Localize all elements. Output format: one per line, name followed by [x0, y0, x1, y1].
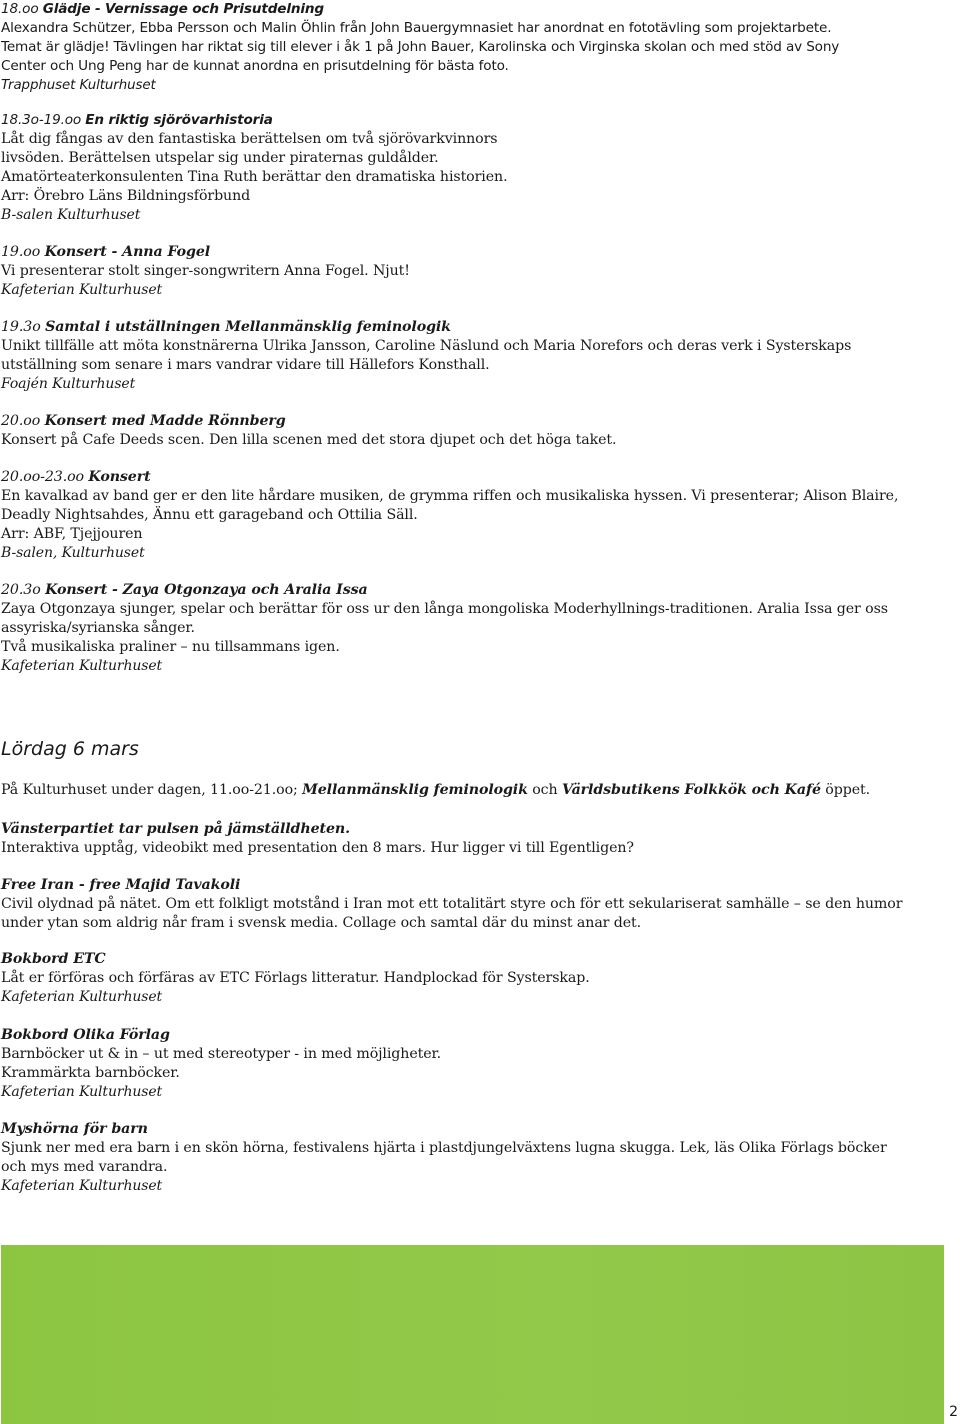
- event-desc-line: Zaya Otgonzaya sjunger, spelar och berättar för oss ur den långa mongoliska Moderhyllnings-traditionen. Aralia Issa ger oss: [1, 601, 888, 617]
- decorative-green-banner: [1, 1245, 944, 1424]
- event-location: Kafeterian Kulturhuset: [1, 282, 163, 298]
- event-desc-line: under ytan som aldrig når fram i svensk media. Collage och samtal där du minst anar det.: [1, 915, 642, 931]
- event-title: Bokbord Olika Förlag: [1, 1027, 170, 1043]
- event-title: Myshörna för barn: [1, 1121, 148, 1137]
- event-location: B-salen Kulturhuset: [1, 207, 141, 223]
- event-heading: 19.3o Samtal i utställningen Mellanmänsklig feminologik: [1, 319, 451, 335]
- event-madde-ronnberg: [1, 412, 956, 450]
- event-location: Trapphuset Kulturhuset: [1, 78, 156, 93]
- event-location: Kafeterian Kulturhuset: [1, 1084, 163, 1100]
- event-title: Bokbord ETC: [1, 951, 106, 967]
- event-desc-line: Barnböcker ut & in – ut med stereotyper - in med möjligheter.: [1, 1046, 442, 1062]
- event-desc-line: Deadly Nightsahdes, Ännu ett garageband och Ottilia Säll.: [1, 507, 418, 523]
- event-heading: 19.oo Konsert - Anna Fogel: [1, 244, 211, 260]
- event-heading: 18.3o-19.oo En riktig sjörövarhistoria: [1, 112, 273, 128]
- event-desc-line: Två musikaliska praliner – nu tillsammans igen.: [1, 639, 340, 655]
- event-desc-line: Unikt tillfälle att möta konstnärerna Ulrika Jansson, Caroline Näslund och Maria Norefors och deras verk i Systerskaps: [1, 338, 852, 354]
- event-location: Foajén Kulturhuset: [1, 376, 136, 392]
- event-heading: 18.oo Glädje - Vernissage och Prisutdelning: [1, 1, 325, 17]
- event-location: Kafeterian Kulturhuset: [1, 989, 163, 1005]
- event-desc-line: En kavalkad av band ger er den lite hårdare musiken, de grymma riffen och musikaliska hyssen. Vi presenterar; Alison Blaire,: [1, 488, 899, 504]
- saturday-intro: [1, 781, 956, 800]
- event-desc-line: Civil olydnad på nätet. Om ett folkligt motstånd i Iran mot ett totalitärt styre och för ett sekulariserat samhälle – se den humor: [1, 896, 903, 912]
- event-heading: 20.oo Konsert med Madde Rönnberg: [1, 413, 286, 429]
- event-location: Kafeterian Kulturhuset: [1, 658, 163, 674]
- event-bokbord-etc: [1, 950, 956, 1007]
- intro-line: På Kulturhuset under dagen, 11.oo-21.oo; Mellanmänsklig feminologik och Världsbutikens Folkkök och Kafé öppet.: [1, 782, 871, 798]
- event-glädje: [1, 0, 956, 95]
- event-myshorna: [1, 1120, 956, 1196]
- event-desc-line: Låt dig fångas av den fantastiska berättelsen om två sjörövarkvinnors: [1, 131, 498, 147]
- event-heading: 20.oo-23.oo Konsert: [1, 469, 151, 485]
- event-desc-line: livsöden. Berättelsen utspelar sig under piraternas guldålder.: [1, 150, 439, 166]
- event-title: Free Iran - free Majid Tavakoli: [1, 877, 241, 893]
- event-zaya-aralia: [1, 581, 956, 676]
- event-desc-line: Center och Ung Peng har de kunnat anordna en prisutdelning för bästa foto.: [1, 58, 509, 74]
- event-vansterpartiet: [1, 820, 956, 858]
- event-desc-line: och mys med varandra.: [1, 1159, 168, 1175]
- event-samtal: [1, 318, 956, 394]
- event-location: B-salen, Kulturhuset: [1, 545, 145, 561]
- event-desc-line: Temat är glädje! Tävlingen har riktat sig till elever i åk 1 på John Bauer, Karolinska och Virginska skolan och med stöd av Sony: [1, 39, 840, 55]
- day-heading: Lördag 6 mars: [1, 738, 139, 760]
- event-desc-line: Konsert på Cafe Deeds scen. Den lilla scenen med det stora djupet och det höga taket.: [1, 432, 617, 448]
- event-desc-line: Interaktiva upptåg, videobikt med presentation den 8 mars. Hur ligger vi till Egentligen?: [1, 840, 634, 856]
- event-desc-line: Amatörteaterkonsulenten Tina Ruth berättar den dramatiska historien.: [1, 169, 508, 185]
- event-desc-line: Alexandra Schützer, Ebba Persson och Malin Öhlin från John Bauergymnasiet har anordnat en fototävling som projektarbete.: [1, 20, 832, 36]
- event-desc-line: assyriska/syrianska sånger.: [1, 620, 195, 636]
- event-desc-line: Arr: Örebro Läns Bildningsförbund: [1, 188, 251, 204]
- event-konsert-kavalkad: [1, 468, 956, 563]
- event-location: Kafeterian Kulturhuset: [1, 1178, 163, 1194]
- event-desc-line: Sjunk ner med era barn i en skön hörna, festivalens hjärta i plastdjungelväxtens lugna skugga. Lek, läs Olika Förlags böcker: [1, 1140, 887, 1156]
- event-desc-line: Låt er förföras och förfäras av ETC Förlags litteratur. Handplockad för Systerskap.: [1, 970, 590, 986]
- event-desc-line: utställning som senare i mars vandrar vidare till Hällefors Konsthall.: [1, 357, 490, 373]
- event-desc-line: Arr: ABF, Tjejjouren: [1, 526, 143, 542]
- event-sjorovarhistoria: [1, 111, 956, 225]
- event-bokbord-olika: [1, 1026, 956, 1102]
- event-heading: 20.3o Konsert - Zaya Otgonzaya och Aralia Issa: [1, 582, 368, 598]
- event-title: Vänsterpartiet tar pulsen på jämställdheten.: [1, 821, 350, 837]
- event-free-iran: [1, 876, 956, 933]
- event-desc-line: Krammärkta barnböcker.: [1, 1065, 180, 1081]
- event-anna-fogel: [1, 243, 956, 300]
- event-desc-line: Vi presenterar stolt singer-songwritern Anna Fogel. Njut!: [1, 263, 410, 279]
- page-number: 2: [949, 1404, 958, 1420]
